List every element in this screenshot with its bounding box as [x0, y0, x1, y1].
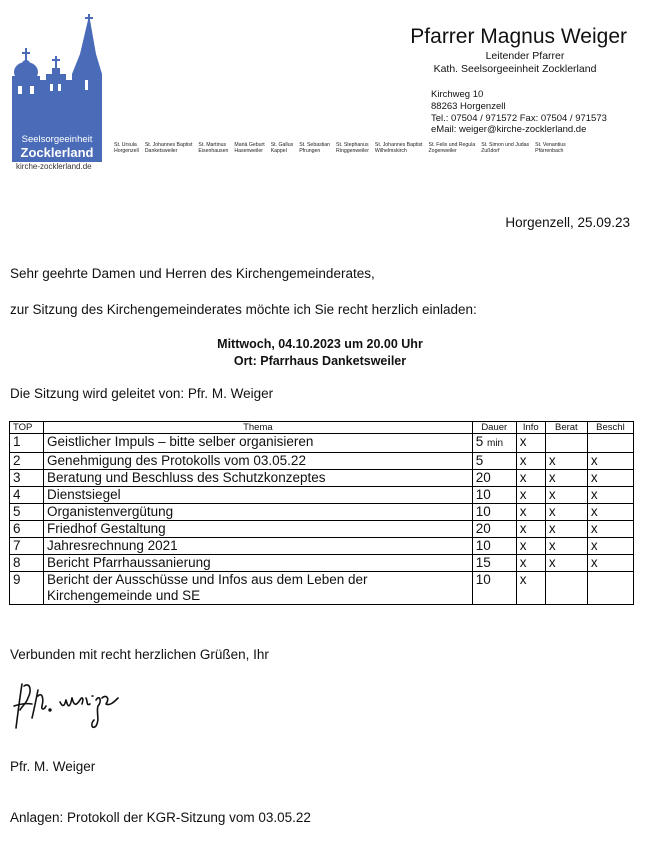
table-row — [10, 470, 634, 487]
parish-saint: St. Venantius — [535, 142, 566, 148]
closing-text: Verbunden mit recht herzlichen Grüßen, Ihr — [10, 647, 269, 662]
salutation: Sehr geehrte Damen und Herren des Kirchengemeinderates, — [10, 266, 375, 281]
duration-unit: min — [487, 438, 504, 449]
cell-beschl: x — [587, 521, 633, 538]
table-row — [10, 487, 634, 504]
table-row — [10, 504, 634, 521]
cell-berat: x — [545, 555, 587, 572]
duration-value: 20 — [475, 470, 491, 485]
table-row — [10, 434, 634, 453]
cell-info: x — [516, 487, 545, 504]
cell-berat — [545, 434, 587, 453]
parish-town: Danketsweiler — [144, 148, 178, 154]
duration-value: 10 — [475, 538, 491, 553]
parish-town: Pfrungen — [299, 148, 321, 154]
cell-berat: x — [545, 521, 587, 538]
parish-saint: St. Johannes Baptist — [374, 142, 423, 148]
cell-top: 3 — [10, 470, 44, 487]
duration-value: 20 — [475, 521, 491, 536]
cell-info: x — [516, 521, 545, 538]
cell-top: 1 — [10, 434, 44, 453]
meeting-date: Mittwoch, 04.10.2023 um 20.00 Uhr — [217, 337, 423, 351]
cell-berat — [545, 572, 587, 605]
cell-thema: Beratung und Beschluss des Schutzkonzeptes — [44, 470, 473, 487]
table-row — [10, 453, 634, 470]
cell-thema: Genehmigung des Protokolls vom 03.05.22 — [44, 453, 473, 470]
cell-top: 6 — [10, 521, 44, 538]
header-beschl: Beschl — [587, 422, 633, 434]
parish-town: Kappel — [270, 148, 287, 154]
cell-berat: x — [545, 487, 587, 504]
cell-top: 7 — [10, 538, 44, 555]
cell-thema: Organistenvergütung — [44, 504, 473, 521]
parish-item — [299, 142, 330, 154]
duration-value: 5 — [475, 434, 484, 449]
cell-info: x — [516, 504, 545, 521]
sender-role: Leitender Pfarrer — [485, 50, 565, 62]
parish-item — [145, 142, 193, 154]
cell-dauer — [472, 487, 516, 504]
cell-berat: x — [545, 453, 587, 470]
parish-item — [198, 142, 228, 154]
church-silhouette-icon — [12, 14, 102, 128]
cell-beschl: x — [587, 487, 633, 504]
sender-phone: Tel.: 07504 / 971572 Fax: 07504 / 971573 — [431, 113, 607, 124]
header-berat: Berat — [545, 422, 587, 434]
parish-town: Horgenzell — [114, 148, 139, 154]
cell-info: x — [516, 555, 545, 572]
cell-top: 4 — [10, 487, 44, 504]
table-row — [10, 572, 634, 605]
cell-top: 2 — [10, 453, 44, 470]
duration-value: 5 — [475, 453, 484, 468]
cell-beschl: x — [587, 538, 633, 555]
header-info: Info — [516, 422, 545, 434]
cell-thema: Friedhof Gestaltung — [44, 521, 473, 538]
parish-town: Wilhelmskirch — [374, 148, 407, 154]
sender-email: eMail: weiger@kirche-zocklerland.de — [431, 124, 587, 135]
parish-item — [271, 142, 294, 154]
chair-text: Die Sitzung wird geleitet von: Pfr. M. Weiger — [10, 386, 274, 401]
table-row — [10, 555, 634, 572]
parish-logo — [10, 14, 104, 162]
cell-thema: Bericht Pfarrhaussanierung — [44, 555, 473, 572]
parish-item — [114, 142, 139, 154]
cell-beschl: x — [587, 504, 633, 521]
logo-line1: Seelsorgeeinheit — [21, 134, 93, 145]
attachments: Anlagen: Protokoll der KGR-Sitzung vom 03.05.22 — [10, 810, 311, 825]
duration-value: 10 — [475, 487, 491, 502]
duration-value: 10 — [475, 572, 491, 587]
agenda-table — [9, 421, 634, 605]
duration-value: 15 — [475, 555, 491, 570]
sender-city: 88263 Horgenzell — [431, 101, 506, 112]
parish-saint: St. Gallus — [270, 142, 294, 148]
cell-dauer — [472, 453, 516, 470]
parish-list — [114, 142, 634, 154]
cell-berat: x — [545, 470, 587, 487]
cell-dauer — [472, 572, 516, 605]
parish-town: Zußdorf — [481, 148, 500, 154]
cell-dauer — [472, 521, 516, 538]
sender-unit: Kath. Seelsorgeeinheit Zocklerland — [433, 63, 597, 75]
parish-item — [375, 142, 423, 154]
header-dauer: Dauer — [472, 422, 516, 434]
cell-thema: Geistlicher Impuls – bitte selber organisieren — [44, 434, 473, 453]
parish-town: Eisenhausen — [198, 148, 229, 154]
parish-item — [481, 142, 529, 154]
cell-beschl: x — [587, 470, 633, 487]
cell-beschl: x — [587, 555, 633, 572]
meeting-place: Ort: Pfarrhaus Danketsweiler — [233, 354, 407, 368]
parish-saint: St. Ursula — [114, 142, 137, 148]
parish-saint: St. Simon und Judas — [481, 142, 530, 148]
cell-info: x — [516, 470, 545, 487]
parish-saint: St. Stephanus — [336, 142, 369, 148]
cell-top: 5 — [10, 504, 44, 521]
parish-saint: St. Johannes Baptist — [144, 142, 193, 148]
parish-town: Hasenweiler — [234, 148, 263, 154]
parish-item — [535, 142, 566, 154]
cell-thema: Bericht der Ausschüsse und Infos aus dem Leben der Kirchengemeinde und SE — [44, 572, 473, 605]
letter-date: Horgenzell, 25.09.23 — [505, 215, 630, 230]
sender-street: Kirchweg 10 — [431, 89, 484, 100]
agenda-header-row — [10, 422, 634, 434]
cell-berat: x — [545, 504, 587, 521]
parish-town: Pfärrenbach — [535, 148, 564, 154]
cell-dauer — [472, 538, 516, 555]
parish-item — [429, 142, 476, 154]
parish-town: Ringgenweiler — [336, 148, 369, 154]
cell-top: 8 — [10, 555, 44, 572]
cell-beschl: x — [587, 453, 633, 470]
parish-item — [336, 142, 369, 154]
parish-saint: Mariä Geburt — [234, 142, 265, 148]
cell-dauer — [472, 555, 516, 572]
cell-info: x — [516, 538, 545, 555]
cell-info: x — [516, 572, 545, 605]
cell-thema: Jahresrechnung 2021 — [44, 538, 473, 555]
parish-saint: St. Sebastian — [299, 142, 331, 148]
cell-berat: x — [545, 538, 587, 555]
signer-name: Pfr. M. Weiger — [10, 759, 96, 774]
parish-saint: St. Felix und Regula — [428, 142, 476, 148]
parish-item — [234, 142, 264, 154]
table-row — [10, 521, 634, 538]
cell-info: x — [516, 453, 545, 470]
logo-url: kirche-zocklerland.de — [16, 162, 92, 171]
cell-dauer — [472, 434, 516, 453]
cell-beschl — [587, 572, 633, 605]
cell-beschl — [587, 434, 633, 453]
intro-text: zur Sitzung des Kirchengemeinderates möchte ich Sie recht herzlich einladen: — [10, 302, 477, 317]
parish-town: Zogenweiler — [428, 148, 457, 154]
header-top: TOP — [10, 422, 44, 434]
table-row — [10, 538, 634, 555]
duration-value: 10 — [475, 504, 491, 519]
header-thema: Thema — [44, 422, 473, 434]
handwritten-signature — [10, 676, 150, 736]
cell-dauer — [472, 470, 516, 487]
logo-line2: Zocklerland — [20, 145, 94, 160]
sender-name: Pfarrer Magnus Weiger — [410, 25, 627, 48]
cell-top: 9 — [10, 572, 44, 605]
meeting-info — [0, 336, 640, 370]
cell-dauer — [472, 504, 516, 521]
cell-info: x — [516, 434, 545, 453]
cell-thema: Dienstsiegel — [44, 487, 473, 504]
parish-saint: St. Martinus — [198, 142, 227, 148]
